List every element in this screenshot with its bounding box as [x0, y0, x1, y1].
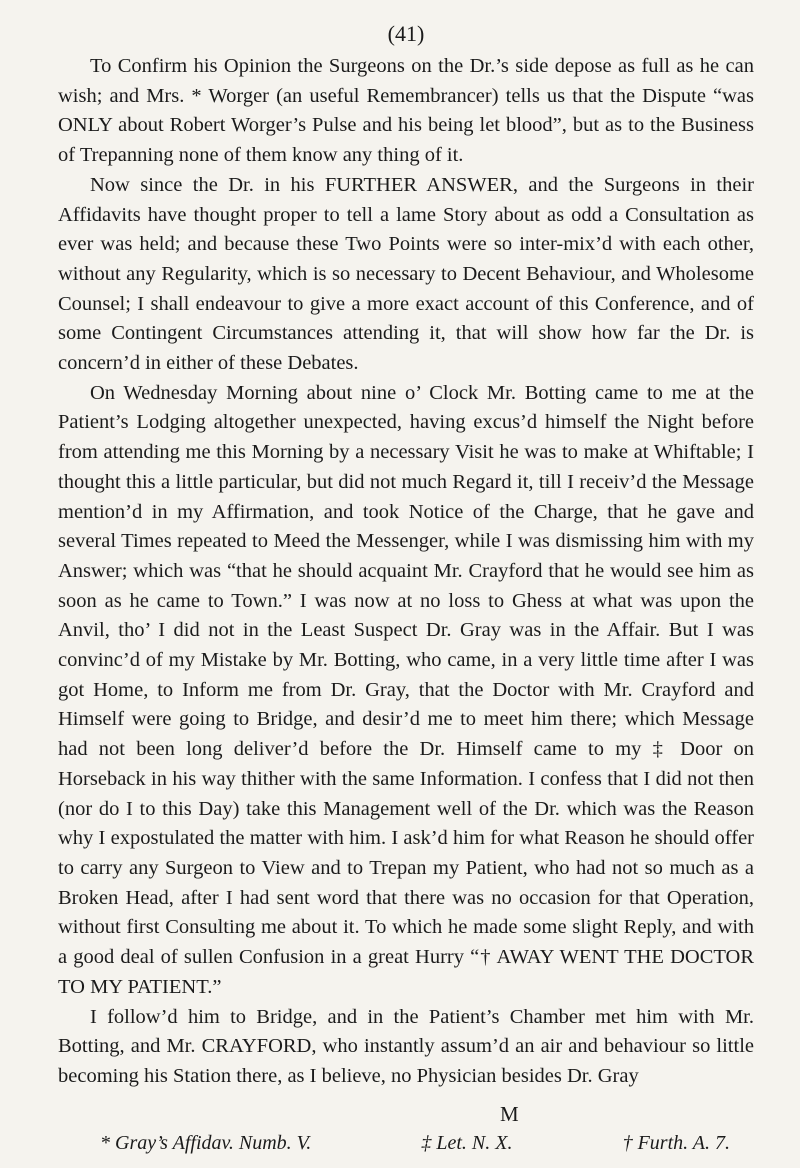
paragraph-1: To Confirm his Opinion the Surgeons on the Dr.’s side depose as full as he can wish; and Mrs. * Worger (an useful Remembrancer) tells us that the Dispute “was ONLY about Robert Worger’s Pulse and his being let blood”, but as to the Business of Trepanning none of them know any thing of it. [58, 55, 754, 167]
footnote-2: ‡ Let. N. X. [421, 1132, 513, 1154]
paragraph-4: I follow’d him to Bridge, and in the Patient’s Chamber met him with Mr. Botting, and Mr. CRAYFORD, who instantly assum’d an air and behaviour so little becoming his Station there, as I believe, no Physician besides Dr. Gray [58, 1005, 754, 1087]
page-number: (41) [387, 21, 425, 46]
paragraph-3: On Wednesday Morning about nine o’ Clock Mr. Botting came to me at the Patient’s Lodging altogether unexpected, having excus’d himself the Night before from attending me this Morning by a necessary Visit he was to make at Whiftable; I thought this a little particular, but did not much Regard it, till I receiv’d the Message mention’d in my Affirmation, and took Notice of the Charge, that he gave and several Times repeated to Meed the Messenger, while I was dismissing him with my Answer; which was “that he should acquaint Mr. Crayford that he would see him as soon as he came to Town.” I was now at no loss to Ghess at what was upon the Anvil, tho’ I did not in the Least Suspect Dr. Gray was in the Affair. But I was convinc’d of my Mistake by Mr. Botting, who came, in a very little time after I was got Home, to Inform me from Dr. Gray, that the Doctor with Mr. Crayford and Himself were going to Bridge, and desir’d me to meet him there; which Message had not been long deliver’d before the Dr. Himself came to my ‡ Door on Horseback in his way thither with the same Information. I confess that I did not then (nor do I to this Day) take this Management well of the Dr. which was the Reason why I expostulated the matter with him. I ask’d him for what Reason he should offer to carry any Surgeon to View and to Trepan my Patient, who had not so much as a Broken Head, after I had sent word that there was no occasion for that Operation, without first Consulting me about it. To which he made some slight Reply, and with a good deal of sullen Confusion in a great Hurry “† AWAY WENT THE DOCTOR TO MY PATIENT.” [58, 381, 754, 998]
body-text [58, 52, 754, 1092]
signature-mark: M [500, 1102, 519, 1126]
footnote-1: * Gray’s Affidav. Numb. V. [100, 1132, 312, 1154]
footnotes [100, 1132, 730, 1155]
footnote-3: † Furth. A. 7. [622, 1132, 730, 1154]
paragraph-2: Now since the Dr. in his FURTHER ANSWER, and the Surgeons in their Affidavits have thought proper to tell a lame Story about as odd a Consultation as ever was held; and because these Two Points were so inter-mix’d with each other, without any Regularity, which is so necessary to Decent Behaviour, and Wholesome Counsel; I shall endeavour to give a more exact account of this Conference, and of some Contingent Circumstances attending it, that will show how far the Dr. is concern’d in either of these Debates. [58, 173, 754, 375]
